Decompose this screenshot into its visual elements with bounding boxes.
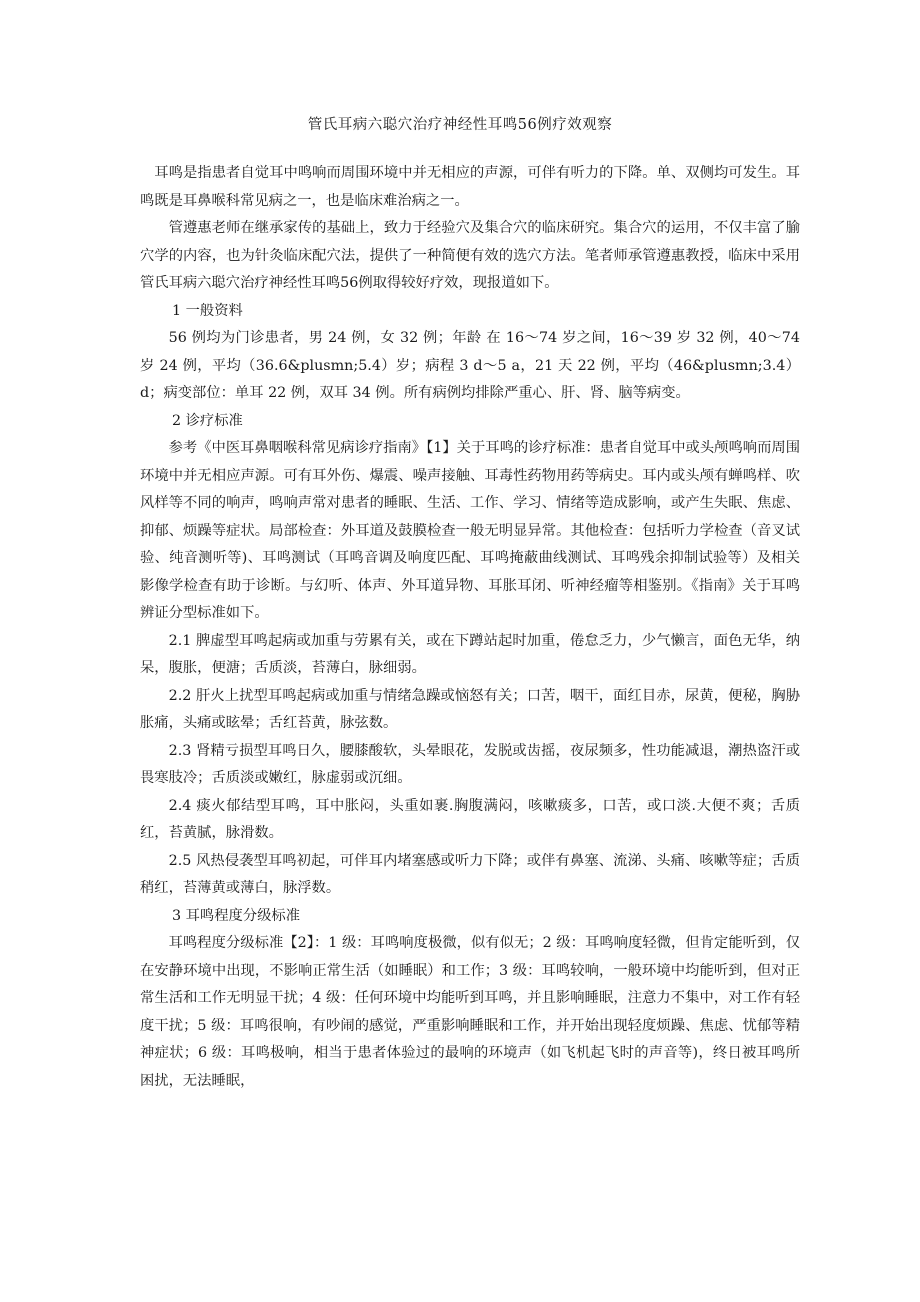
- paragraph-general-data: 56 例均为门诊患者，男 24 例，女 32 例；年龄 在 16～74 岁之间，16～39 岁 32 例，40～74 岁 24 例，平均（36.6&plusmn;5.4）岁；病程 3 d～5 a，21 天 22 例，平均（46&plusmn;3.4）d；病变部位：单耳 22 例，双耳 34 例。所有病例均排除严重心、肝、肾、脑等病变。: [140, 330, 800, 401]
- paragraph-type-spleen: 2.1 脾虚型耳鸣起病或加重与劳累有关，或在下蹲站起时加重，倦怠乏力，少气懒言，面色无华，纳呆，腹胀，便溏；舌质淡，苔薄白，脉细弱。: [140, 632, 800, 676]
- section-heading-general-data: 1 一般资料: [172, 302, 243, 319]
- paragraph-intro: 耳鸣是指患者自觉耳中鸣响而周围环境中并无相应的声源，可伴有听力的下降。单、双侧均可发生。耳鸣既是耳鼻喉科常见病之一，也是临床难治病之一。: [140, 165, 800, 209]
- paragraph-type-wind-heat: 2.5 风热侵袭型耳鸣初起，可伴耳内堵塞感或听力下降；或伴有鼻塞、流涕、头痛、咳嗽等症；舌质稍红，苔薄黄或薄白，脉浮数。: [140, 852, 800, 896]
- paragraph-type-kidney: 2.3 肾精亏损型耳鸣日久，腰膝酸软，头晕眼花，发脱或齿摇，夜尿频多，性功能减退，潮热盗汗或畏寒肢冷；舌质淡或嫩红，脉虚弱或沉细。: [140, 742, 800, 786]
- paragraph-type-liver: 2.2 肝火上扰型耳鸣起病或加重与情绪急躁或恼怒有关；口苦，咽干，面红目赤，尿黄，便秘，胸胁胀痛，头痛或眩晕；舌红苔黄，脉弦数。: [140, 687, 800, 731]
- section-heading-diagnostic-criteria: 2 诊疗标准: [172, 412, 243, 429]
- section-heading-grading: 3 耳鸣程度分级标准: [172, 907, 301, 924]
- document-title: 管氏耳病六聪穴治疗神经性耳鸣56例疗效观察: [307, 117, 613, 133]
- paragraph-background: 管遵惠老师在继承家传的基础上，致力于经验穴及集合穴的临床研究。集合穴的运用，不仅丰富了腧穴学的内容，也为针灸临床配穴法，提供了一种简便有效的选穴方法。笔者师承管遵惠教授，临床中采用管氏耳病六聪穴治疗神经性耳鸣56例取得较好疗效，现报道如下。: [140, 220, 800, 291]
- paragraph-grading: 耳鸣程度分级标准【2】：1 级：耳鸣响度极微，似有似无；2 级：耳鸣响度轻微，但肯定能听到，仅在安静环境中出现，不影响正常生活（如睡眠）和工作；3 级：耳鸣较响，一般环境中均能听到，但对正常生活和工作无明显干扰；4 级：任何环境中均能听到耳鸣，并且影响睡眠，注意力不集中，对工作有轻度干扰；5 级：耳鸣很响，有吵闹的感觉，严重影响睡眠和工作，并开始出现轻度烦躁、焦虑、忧郁等精神症状；6 级：耳鸣极响，相当于患者体验过的最响的环境声（如飞机起飞时的声音等)，终日被耳鸣所困扰，无法睡眠，: [140, 935, 800, 1089]
- paragraph-type-phlegm: 2.4 痰火郁结型耳鸣，耳中胀闷，头重如裹.胸腹满闷，咳嗽痰多，口苦，或口淡.大便不爽；舌质红，苔黄腻，脉滑数。: [140, 797, 800, 841]
- paragraph-diagnostic-criteria: 参考《中医耳鼻咽喉科常见病诊疗指南》【1】关于耳鸣的诊疗标准：患者自觉耳中或头颅鸣响而周围环境中并无相应声源。可有耳外伤、爆震、噪声接触、耳毒性药物用药等病史。耳内或头颅有蝉鸣样、吹风样等不同的响声，鸣响声常对患者的睡眠、生活、工作、学习、情绪等造成影响，或产生失眠、焦虑、抑郁、烦躁等症状。局部检查：外耳道及鼓膜检查一般无明显异常。其他检查：包括听力学检查（音叉试验、纯音测听等)、耳鸣测试（耳鸣音调及响度匹配、耳鸣掩蔽曲线测试、耳鸣残余抑制试验等）及相关影像学检查有助于诊断。与幻听、体声、外耳道异物、耳胀耳闭、听神经瘤等相鉴别。《指南》关于耳鸣辨证分型标准如下。: [140, 440, 800, 621]
- document-body: [140, 160, 800, 1095]
